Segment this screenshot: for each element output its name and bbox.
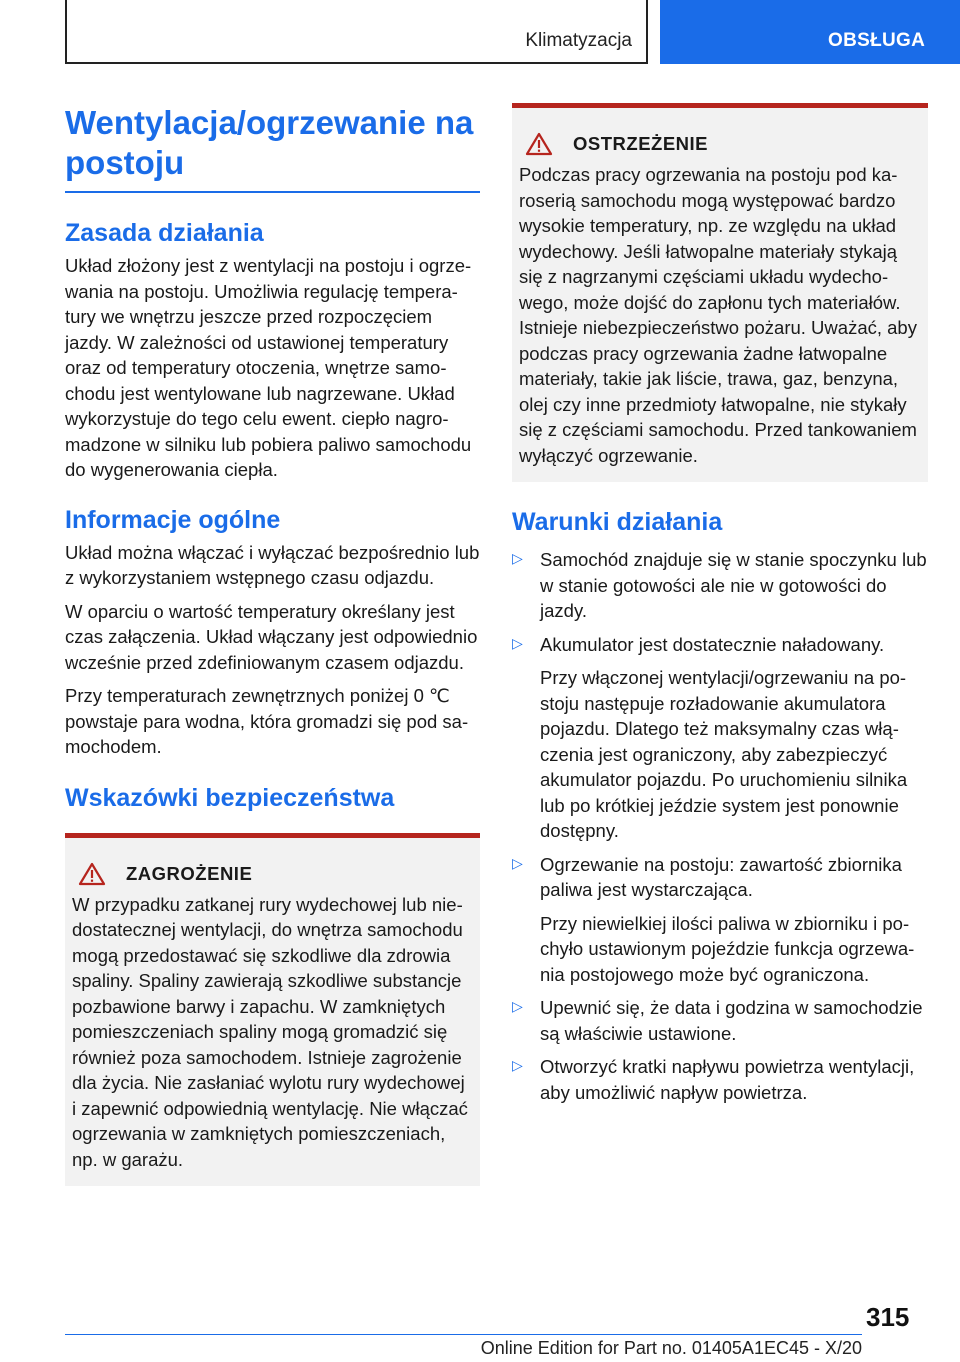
list-item [512, 632, 928, 844]
header-chapter-tab: OBSŁUGA [660, 0, 960, 64]
footer-edition: Online Edition for Part no. 01405A1EC45 - X/20 [480, 1338, 862, 1358]
header-section-title: Klimatyzacja [525, 30, 632, 51]
heading-principle: Zasada działania [65, 219, 264, 247]
list-item [512, 1054, 928, 1105]
danger-title: ZAGROŻENIE [126, 862, 253, 884]
triangle-right-icon: ▷ [512, 854, 523, 871]
triangle-right-icon: ▷ [512, 634, 523, 651]
condition-note: Przy niewielkiej ilości paliwa w zbiorniku i pochyło ustawionym pojeździe funkcja ogrzewania postojowego może być ograniczona. [540, 912, 915, 985]
triangle-right-icon: ▷ [512, 550, 523, 566]
heading-safety: Wskazówki bezpieczeństwa [65, 783, 395, 812]
warning-triangle-icon [78, 862, 106, 886]
danger-box [65, 833, 480, 1187]
title-underline [65, 191, 480, 193]
page-number: 315 [866, 1302, 910, 1332]
list-item [512, 547, 928, 624]
page-title: Wentylacja/ogrzewanie na postoju [65, 104, 474, 181]
triangle-right-icon: ▷ [512, 1057, 523, 1073]
left-column [65, 103, 480, 1186]
triangle-right-icon: ▷ [512, 998, 523, 1014]
condition-text: Akumulator jest dostatecznie naładowany. [540, 633, 885, 655]
principle-text: Układ złożony jest z wentylacji na postoju i ogrzewania na postoju. Umożliwia regulację temperatury we wnętrzu jeszcze przed rozpoczęciem jazdy. W zależności od ustawionej temperatury oraz od temperatury otoczenia, wnętrze samochodu jest wentylowane lub nagrzewane. Układ wykorzystuje do tego celu ewent. ciepło nagromadzone w silniku lub pobiera paliwo samochodu do wygenerowania ciepła. [65, 255, 472, 480]
general-info-text-1: Układ można włączać i wyłączać bezpośrednio lub z wykorzystaniem wstępnego czasu odjazdu. [65, 541, 480, 588]
general-info-text-2: W oparciu o wartość temperatury określany jest czas załączenia. Układ włączany jest odpowiednio wcześnie przed zdefiniowanym czasem odjazdu. [65, 600, 478, 673]
danger-text: W przypadku zatkanej rury wydechowej lub niedostatecznej wentylacji, do wnętrza samochodu mogą przedostawać się szkodliwe dla zdrowia spaliny. Spaliny zawierają szkodliwe substancje pozbawione barwy i zapachu. W zamkniętych pomieszczeniach spaliny mogą gromadzić się również poza samochodem. Istnieje zagrożenie dla życia. Nie zasłaniać wylotu rury wydechowej i zapewnić odpowiednią wentylację. Nie włączać ogrzewania w zamkniętych pomieszczeniach, np. w garażu. [72, 893, 468, 1170]
caution-box [512, 103, 928, 482]
caution-text: Podczas pracy ogrzewania na postoju pod karoserią samochodu mogą występować bardzo wysokie temperatury, np. ze względu na układ wydechowy. Jeśli łatwopalne materiały stykają się z nagrzanymi częściami układu wydechowego, może dojść do zapłonu tych materiałów. Istnieje niebezpieczeństwo pożaru. Uważać, aby podczas pracy ogrzewania żadne łatwopalne materiały, takie jak liście, trawa, gaz, benzyna, olej czy inne przedmioty łatwopalne, nie stykały się z częściami samochodu. Przed tankowaniem wyłączyć ogrzewanie. [519, 164, 917, 466]
caution-header [519, 132, 921, 156]
heading-conditions: Warunki działania [512, 508, 723, 536]
condition-text: Otworzyć kratki napływu powietrza wentylacji, aby umożliwić napływ powietrza. [540, 1056, 915, 1103]
condition-text: Upewnić się, że data i godzina w samochodzie są właściwie ustawione. [540, 997, 923, 1044]
right-column [512, 103, 928, 1113]
condition-note: Przy włączonej wentylacji/ogrzewaniu na postoju następuje rozładowanie akumulatora pojazdu. Dlatego też maksymalny czas włączenia jest ograniczony, aby zabezpieczyć akumulator pojazdu. Po uruchomieniu silnika lub po krótkiej jeździe system jest ponownie dostępny. [540, 667, 908, 841]
footer-rule [65, 1334, 862, 1335]
list-item [512, 995, 928, 1046]
caution-title: OSTRZEŻENIE [573, 133, 709, 154]
danger-header [72, 862, 473, 886]
header-box [65, 0, 648, 64]
warning-triangle-icon [525, 132, 553, 156]
condition-text: Samochód znajduje się w stanie spoczynku lub w stanie gotowości ale nie w gotowości do jazdy. [540, 549, 927, 621]
conditions-list [512, 547, 928, 1105]
list-item [512, 852, 928, 988]
general-info-text-3: Przy temperaturach zewnętrznych poniżej 0 ℃ powstaje para wodna, która gromadzi się pod samochodem. [65, 685, 469, 757]
heading-general-info: Informacje ogólne [65, 505, 281, 534]
condition-text: Ogrzewanie na postoju: zawartość zbiornika paliwa jest wystarczająca. [540, 853, 902, 900]
